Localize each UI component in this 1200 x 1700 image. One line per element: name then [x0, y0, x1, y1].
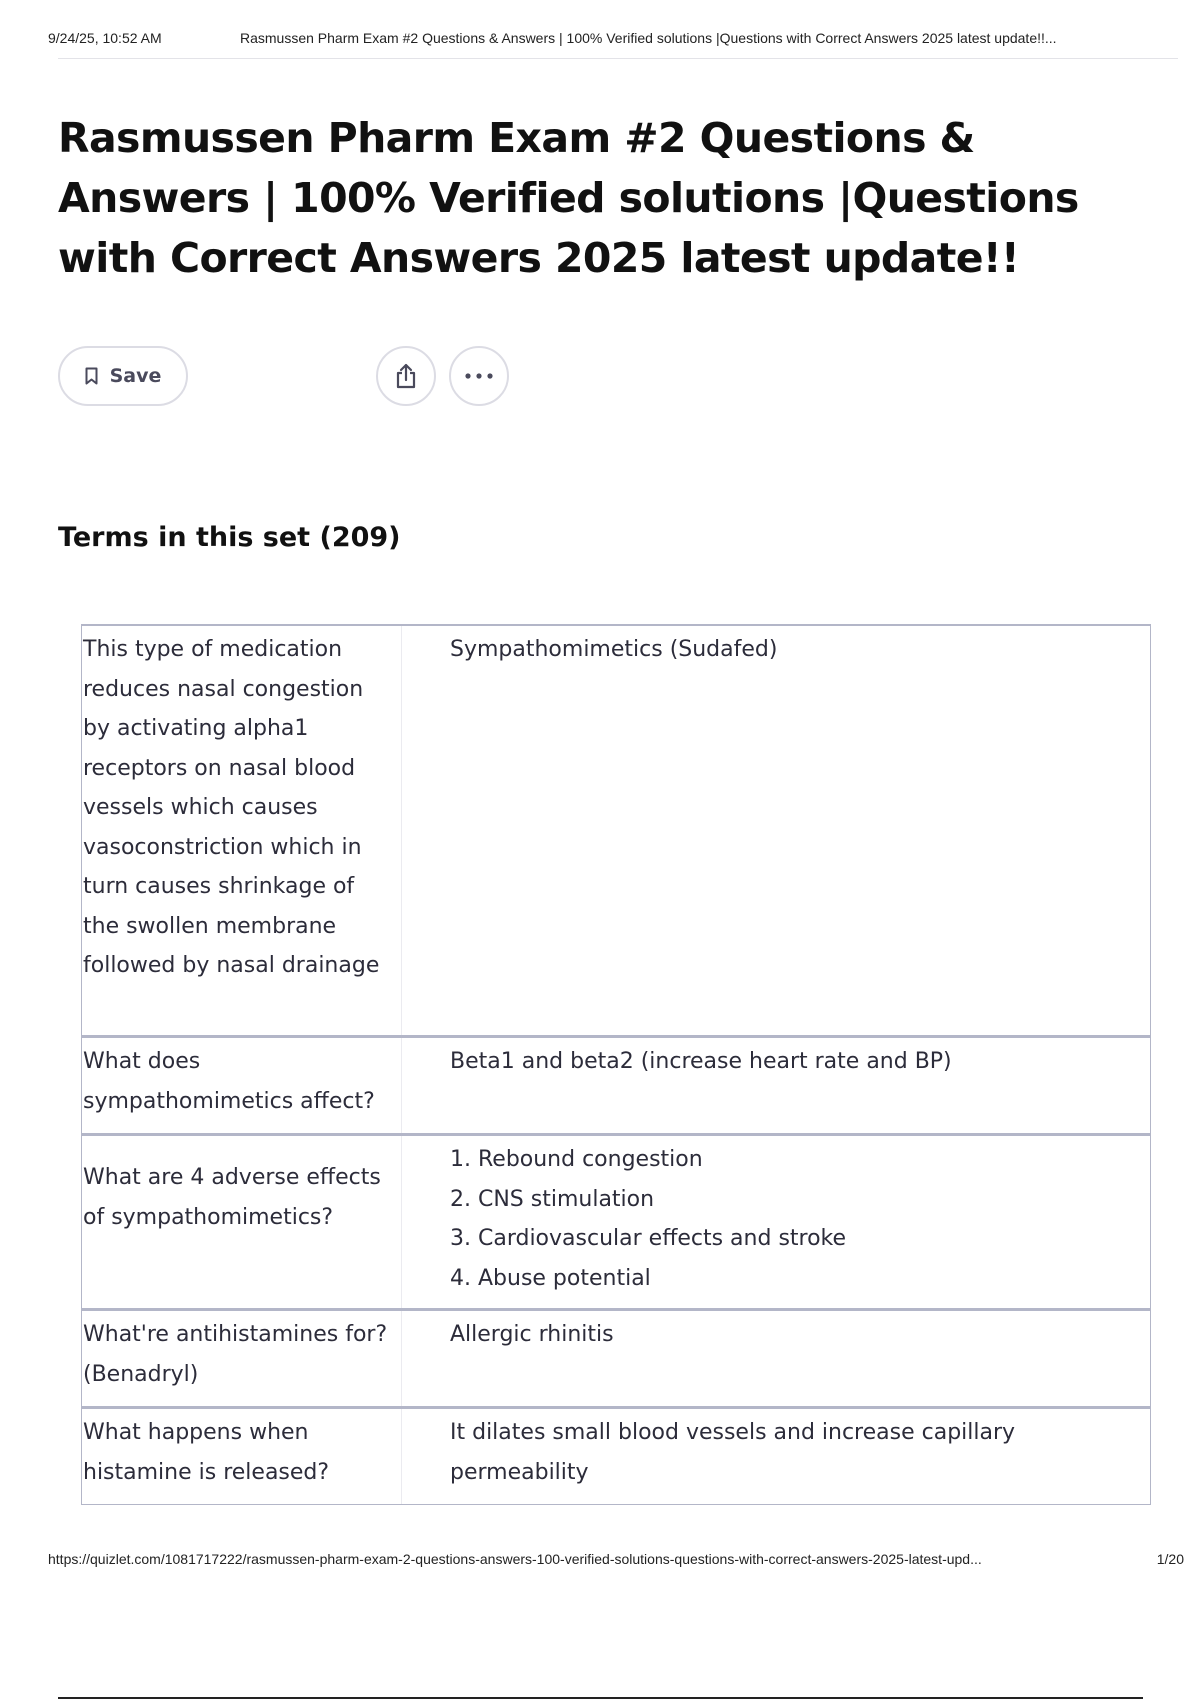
term-row	[81, 1036, 1151, 1134]
bookmark-icon	[85, 367, 98, 385]
more-options-button[interactable]	[449, 346, 509, 406]
page-url: https://quizlet.com/1081717222/rasmussen-pharm-exam-2-questions-answers-100-verified-solutions-questions-with-correct-answers-2025-latest-upd...	[48, 1551, 982, 1567]
definition-line: 4. Abuse potential	[450, 1265, 651, 1291]
definition-line: 3. Cardiovascular effects and stroke	[450, 1226, 847, 1251]
page-number: 1/20	[1156, 1551, 1184, 1567]
term-text: This type of medication reduces nasal congestion by activating alpha1 receptors on nasal blood vessels which causes vasoconstriction which in turn causes shrinkage of the swollen membrane followed by nasal drainage	[82, 626, 402, 1035]
save-button[interactable]	[58, 346, 188, 406]
share-icon	[394, 363, 418, 389]
term-text: What does sympathomimetics affect?	[82, 1038, 402, 1133]
term-row	[81, 1407, 1151, 1505]
definition-line: 2. CNS stimulation	[450, 1186, 655, 1212]
share-button[interactable]	[376, 346, 436, 406]
definition-line: 1. Rebound congestion	[450, 1147, 703, 1172]
definition-line: Sympathomimetics (Sudafed)	[450, 637, 778, 662]
term-row	[81, 1309, 1151, 1407]
term-row	[81, 1134, 1151, 1309]
page-title: Rasmussen Pharm Exam #2 Questions & Answers | 100% Verified solutions |Questions with Correct Answers 2025 latest update!!	[58, 114, 1079, 282]
bottom-divider	[58, 1697, 1143, 1699]
header-divider	[58, 58, 1178, 59]
print-document-title: Rasmussen Pharm Exam #2 Questions & Answers | 100% Verified solutions |Questions with Correct Answers 2025 latest update!!...	[240, 30, 1057, 46]
print-header	[48, 30, 1178, 46]
definition-text	[402, 626, 1150, 1035]
term-text: What are 4 adverse effects of sympathomimetics?	[82, 1136, 402, 1308]
definition-text	[402, 1038, 1150, 1133]
terms-section-heading: Terms in this set (209)	[58, 522, 401, 553]
term-text: What happens when histamine is released?	[82, 1409, 402, 1504]
term-row	[81, 624, 1151, 1036]
definition-text	[402, 1311, 1150, 1406]
more-horizontal-icon	[465, 373, 493, 379]
term-text: What're antihistamines for? (Benadryl)	[82, 1311, 402, 1406]
definition-line: It dilates small blood vessels and increase capillary permeability	[450, 1420, 1016, 1485]
definition-line: Allergic rhinitis	[450, 1322, 614, 1347]
terms-table	[81, 624, 1151, 1505]
save-button-label: Save	[109, 365, 162, 387]
print-date: 9/24/25, 10:52 AM	[48, 30, 162, 46]
definition-text	[402, 1409, 1150, 1504]
definition-line: Beta1 and beta2 (increase heart rate and BP)	[450, 1049, 952, 1074]
print-footer	[48, 1551, 1184, 1567]
definition-text	[402, 1136, 1150, 1308]
